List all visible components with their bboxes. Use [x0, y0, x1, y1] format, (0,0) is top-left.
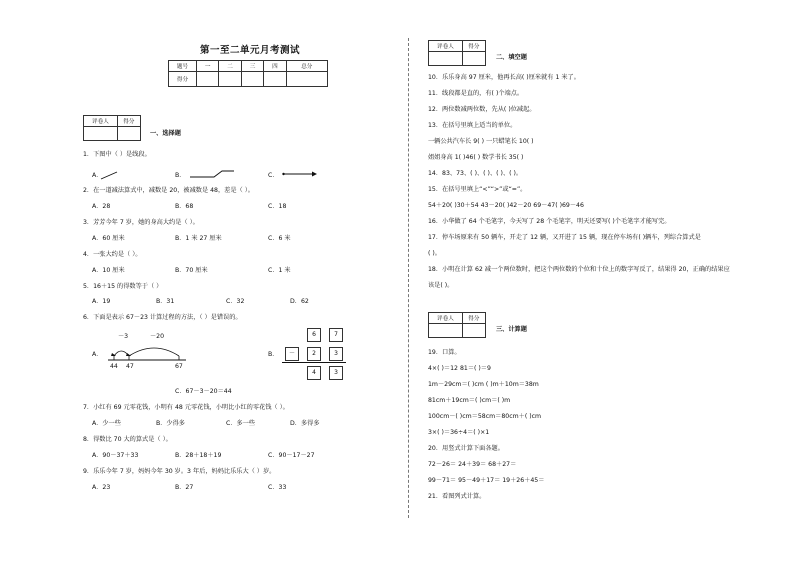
ray-figure: [282, 170, 318, 178]
option: B．1 米 27 厘米: [175, 235, 222, 242]
grader-cell[interactable]: [117, 127, 140, 141]
question-5: 5．16＋15 的得数等于（ ）: [83, 283, 163, 290]
vertical-calc-digit: 2: [307, 347, 321, 361]
question-16: 16．小华做了 64 个毛笔字，今天写了 28 个毛笔字，明天还要写( )个毛笔字才能写完。: [428, 218, 671, 225]
jump-label: －3: [118, 333, 129, 340]
vertical-calc-rule: [282, 362, 346, 363]
grader-cell[interactable]: [462, 324, 485, 338]
option: B．: [175, 172, 186, 179]
question-15-line: 54＋20( )30＋54 43－20( )42－20 69－47( )69－46: [428, 202, 584, 209]
score-header-cell: 二: [219, 61, 241, 72]
option: C．33: [268, 484, 287, 491]
option: C．67－3－20＝44: [175, 388, 232, 395]
option: A．90－37＋33: [92, 452, 139, 459]
question-20-line: 99－71＝ 95－49＋17＝ 19＋26＋45＝: [428, 477, 545, 484]
score-cell[interactable]: [286, 72, 327, 87]
grader-label: 评卷人: [84, 116, 118, 127]
grader-box: [428, 40, 486, 66]
question-1: 1．下图中（ ）是线段。: [83, 151, 151, 158]
score-header-cell: 题号: [169, 61, 197, 72]
question-3: 3．芳芳今年 7 岁，她的身高大约是（ ）。: [83, 219, 199, 226]
question-13-line: 一辆公共汽车长 9( ) 一只蜡笔长 10( ): [428, 138, 534, 145]
option: A．19: [92, 298, 111, 305]
section-heading: 一、选择题: [150, 130, 181, 137]
grader-box: [428, 312, 486, 338]
option: C．18: [268, 203, 287, 210]
score-cell[interactable]: [197, 72, 219, 87]
question-21: 21．看图列式计算。: [428, 493, 486, 500]
grader-box: [83, 115, 141, 141]
score-cell[interactable]: [219, 72, 241, 87]
option: B．68: [175, 203, 194, 210]
score-row-label: 得分: [169, 72, 197, 87]
question-19-line: 81cm＋19cm＝( )cm＝( )m: [428, 397, 511, 404]
question-19: 19．口算。: [428, 349, 461, 356]
question-12: 12．两位数减两位数，先从( )位减起。: [428, 106, 536, 113]
score-header-cell: 四: [264, 61, 286, 72]
question-17-line: ( )。: [428, 250, 441, 257]
question-17: 17．停车场原来有 50 辆车，开走了 12 辆，又开进了 15 辆，现在停车场有( )辆车，列综合算式是: [428, 234, 701, 241]
vertical-calc-operator: －: [285, 347, 299, 361]
grader-cell[interactable]: [84, 127, 118, 141]
tick-label: 47: [126, 363, 134, 370]
section-heading: 二、填空题: [496, 54, 527, 61]
option: B．31: [156, 298, 175, 305]
question-20-line: 72－26＝ 24＋39＝ 68＋27＝: [428, 461, 517, 468]
vertical-calc-digit: 4: [307, 366, 321, 380]
option: B．: [268, 351, 279, 358]
question-18: 18．小明在计算 62 减一个两位数时，把这个两位数的个位和十位上的数字写反了，结果得 20，正确的结果应: [428, 266, 730, 273]
question-13: 13．在括号里填上适当的单位。: [428, 122, 517, 129]
option: A．60 厘米: [92, 235, 125, 242]
score-cell[interactable]: [264, 72, 286, 87]
question-14: 14．83、73、( )、( )、( )、( )。: [428, 170, 523, 177]
option: A．少一些: [92, 420, 121, 427]
line-segment-figure: [100, 170, 120, 180]
question-19-line: 1m－29cm＝( )cm ( )m＋10m＝38m: [428, 381, 539, 388]
vertical-calc-digit: 3: [329, 347, 343, 361]
option: B．少得多: [156, 420, 185, 427]
option: A．: [92, 351, 103, 358]
grader-cell[interactable]: [462, 52, 485, 66]
tick-label: 67: [175, 363, 183, 370]
grader-cell[interactable]: [429, 52, 463, 66]
question-20: 20．用竖式计算下面各题。: [428, 445, 504, 452]
question-7: 7．小红有 69 元零花钱，小明有 48 元零花钱，小明比小红的零花钱（ ）。: [83, 404, 289, 411]
question-10: 10．乐乐身高 97 厘米，他再长高( )厘米就有 1 米了。: [428, 74, 580, 81]
grader-cell[interactable]: [429, 324, 463, 338]
column-divider: [408, 38, 409, 518]
option: B．27: [175, 484, 194, 491]
option: C．1 米: [268, 267, 291, 274]
question-13-line: 姐姐身高 1( )46( ) 数学书长 35( ): [428, 154, 524, 161]
vertical-calc-digit: 7: [329, 328, 343, 342]
question-19-line: 3×( )＝36÷4＝( )×1: [428, 429, 490, 436]
option: C．90－17－27: [268, 452, 315, 459]
jump-label: －20: [150, 333, 165, 340]
score-header-cell: 一: [197, 61, 219, 72]
option: A．28: [92, 203, 111, 210]
option: C．32: [226, 298, 245, 305]
grader-label: 评卷人: [429, 41, 463, 52]
question-4: 4．一张大约是（ ）。: [83, 251, 142, 258]
grader-label: 评卷人: [429, 313, 463, 324]
question-8: 8．得数比 70 大的算式是（ ）。: [83, 436, 172, 443]
score-cell[interactable]: [241, 72, 263, 87]
option: C．6 米: [268, 235, 291, 242]
question-19-line: 4×( )＝12 81＝( )＝9: [428, 365, 491, 372]
score-table: [168, 60, 328, 87]
question-18-line: 该是( )。: [428, 282, 454, 289]
section-heading: 三、计算题: [496, 326, 527, 333]
exam-title: 第一至二单元月考测试: [200, 45, 301, 56]
broken-line-figure: [190, 169, 236, 179]
tick-label: 44: [110, 363, 118, 370]
question-2: 2．在一道减法算式中，减数是 20，被减数是 48，差是（ ）。: [83, 187, 254, 194]
option: B．28＋18＋19: [175, 452, 222, 459]
option: A．23: [92, 484, 111, 491]
option: D．62: [290, 298, 309, 305]
option: D．多得多: [290, 420, 320, 427]
vertical-calc-digit: 3: [329, 366, 343, 380]
score-header-cell: 总分: [286, 61, 327, 72]
score-header-cell: 三: [241, 61, 263, 72]
option: C．: [268, 172, 279, 179]
question-11: 11．线段都是直的，有( )个端点。: [428, 90, 524, 97]
option: A．: [92, 172, 103, 179]
grader-label: 得分: [462, 313, 485, 324]
vertical-calc-digit: 6: [307, 328, 321, 342]
grader-label: 得分: [462, 41, 485, 52]
question-15: 15．在括号里填上“<”“>”或“=”。: [428, 186, 527, 193]
option: C．多一些: [226, 420, 256, 427]
option: B．70 厘米: [175, 267, 208, 274]
question-19-line: 100cm－( )cm＝58cm＝80cm＋( )cm: [428, 413, 542, 420]
question-9: 9．乐乐今年 7 岁，妈妈今年 30 岁。3 年后，妈妈比乐乐大（ ）岁。: [83, 468, 276, 475]
option: A．10 厘米: [92, 267, 125, 274]
grader-label: 得分: [117, 116, 140, 127]
question-6: 6．下面是表示 67－23 计算过程的方法，（ ）是错误的。: [83, 314, 242, 321]
